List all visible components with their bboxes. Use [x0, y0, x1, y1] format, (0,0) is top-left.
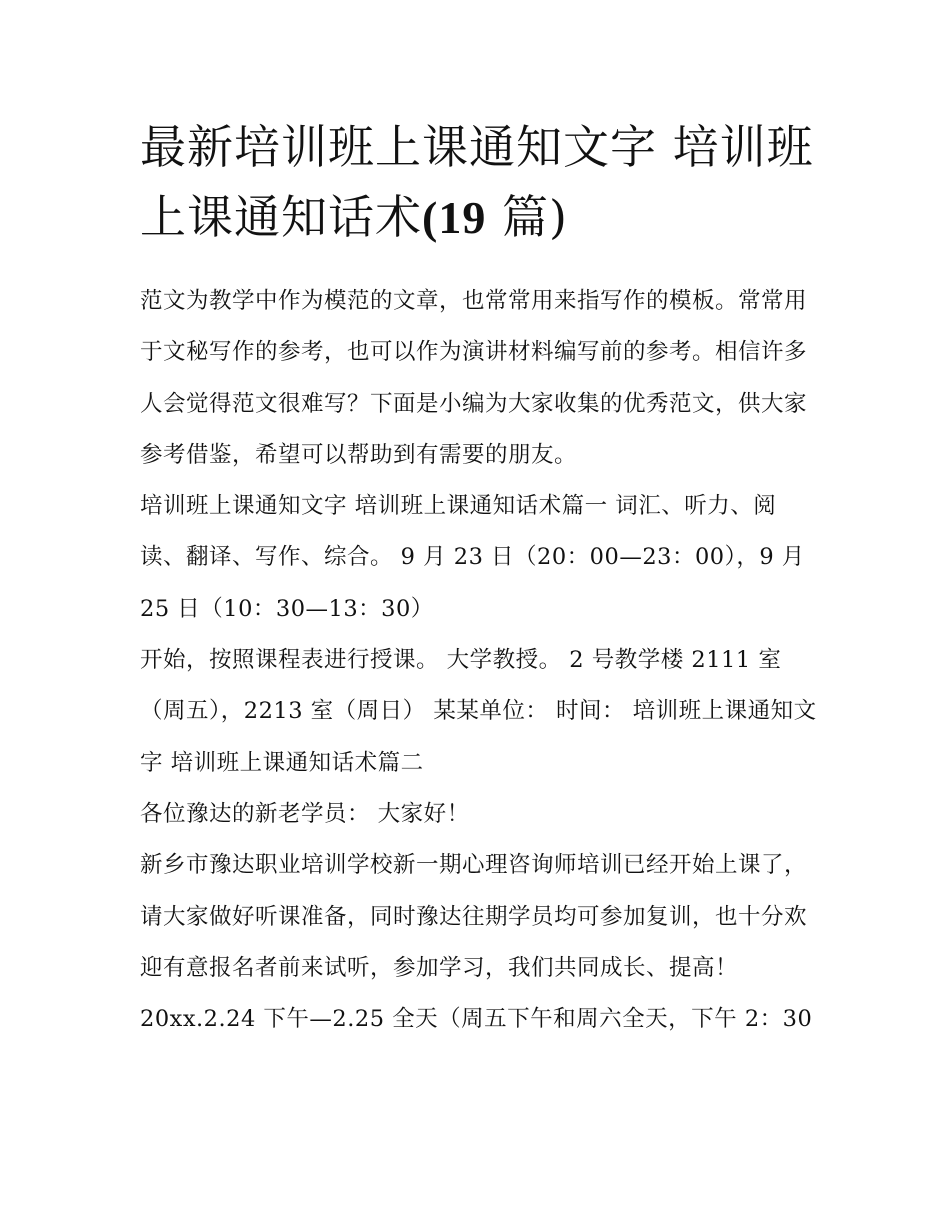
paragraph-greeting: 各位豫达的新老学员： 大家好！	[140, 800, 470, 827]
paragraph-announcement: 新乡市豫达职业培训学校新一期心理咨询师培训已经开始上课了，请大家做好听课准备，同时豫达往期学员均可参加复训，也十分欢迎有意报名者前来试听，参加学习，我们共同成长、提高！	[140, 852, 808, 981]
paragraph-section-one: 培训班上课通知文字 培训班上课通知话术篇一 词汇、听力、阅读、翻译、写作、综合。 9 月 23 日（20：00—23：00），9 月 25 日（10：30—13：30）	[140, 493, 805, 622]
paragraph-schedule: 开始，按照课程表进行授课。 大学教授。 2 号教学楼 2111 室（周五），2213 室（周日） 某某单位： 时间： 培训班上课通知文字 培训班上课通知话术篇二	[140, 647, 817, 776]
paragraph-intro: 范文为教学中作为模范的文章，也常常用来指写作的模板。常常用于文秘写作的参考，也可以作为演讲材料编写前的参考。相信许多人会觉得范文很难写？下面是小编为大家收集的优秀范文，供大家参考借鉴，希望可以帮助到有需要的朋友。	[140, 288, 808, 468]
title-suffix: 篇)	[486, 190, 568, 244]
title-text: 最新培训班上课通知文字 培训班上课通知话术	[140, 120, 814, 244]
document-body	[140, 276, 820, 1045]
paragraph-dates: 20xx.2.24 下午—2.25 全天（周五下午和周六全天，下午 2：30	[140, 1006, 813, 1033]
document-title	[140, 112, 820, 253]
title-count: (19	[422, 192, 487, 243]
